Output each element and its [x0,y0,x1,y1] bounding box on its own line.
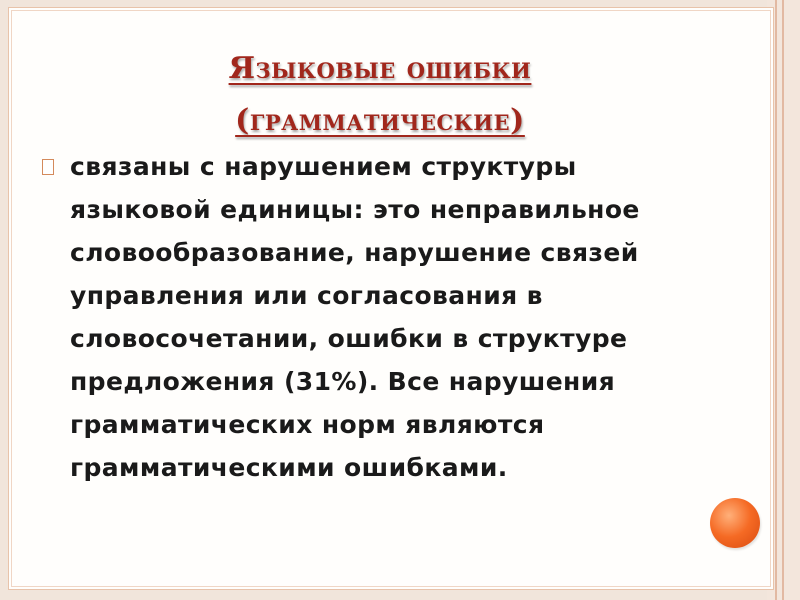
bullet-text: связаны с нарушением структуры языковой единицы: это неправильное словообразование, нарушение связей управления или согласования в словосочетании, ошибки в структуре предложения (31%). Все нарушения грамматических норм являются грамматическими ошибками. [70,152,640,482]
title-line-2: (грамматические) [235,103,525,139]
decorative-line [775,0,777,600]
decorative-line [782,0,784,600]
title-line-1: Языковые ошибки [228,51,532,87]
orange-circle-icon [710,498,760,548]
bullet-item [42,145,692,489]
slide-title [130,43,630,147]
square-bullet-icon [42,159,54,175]
